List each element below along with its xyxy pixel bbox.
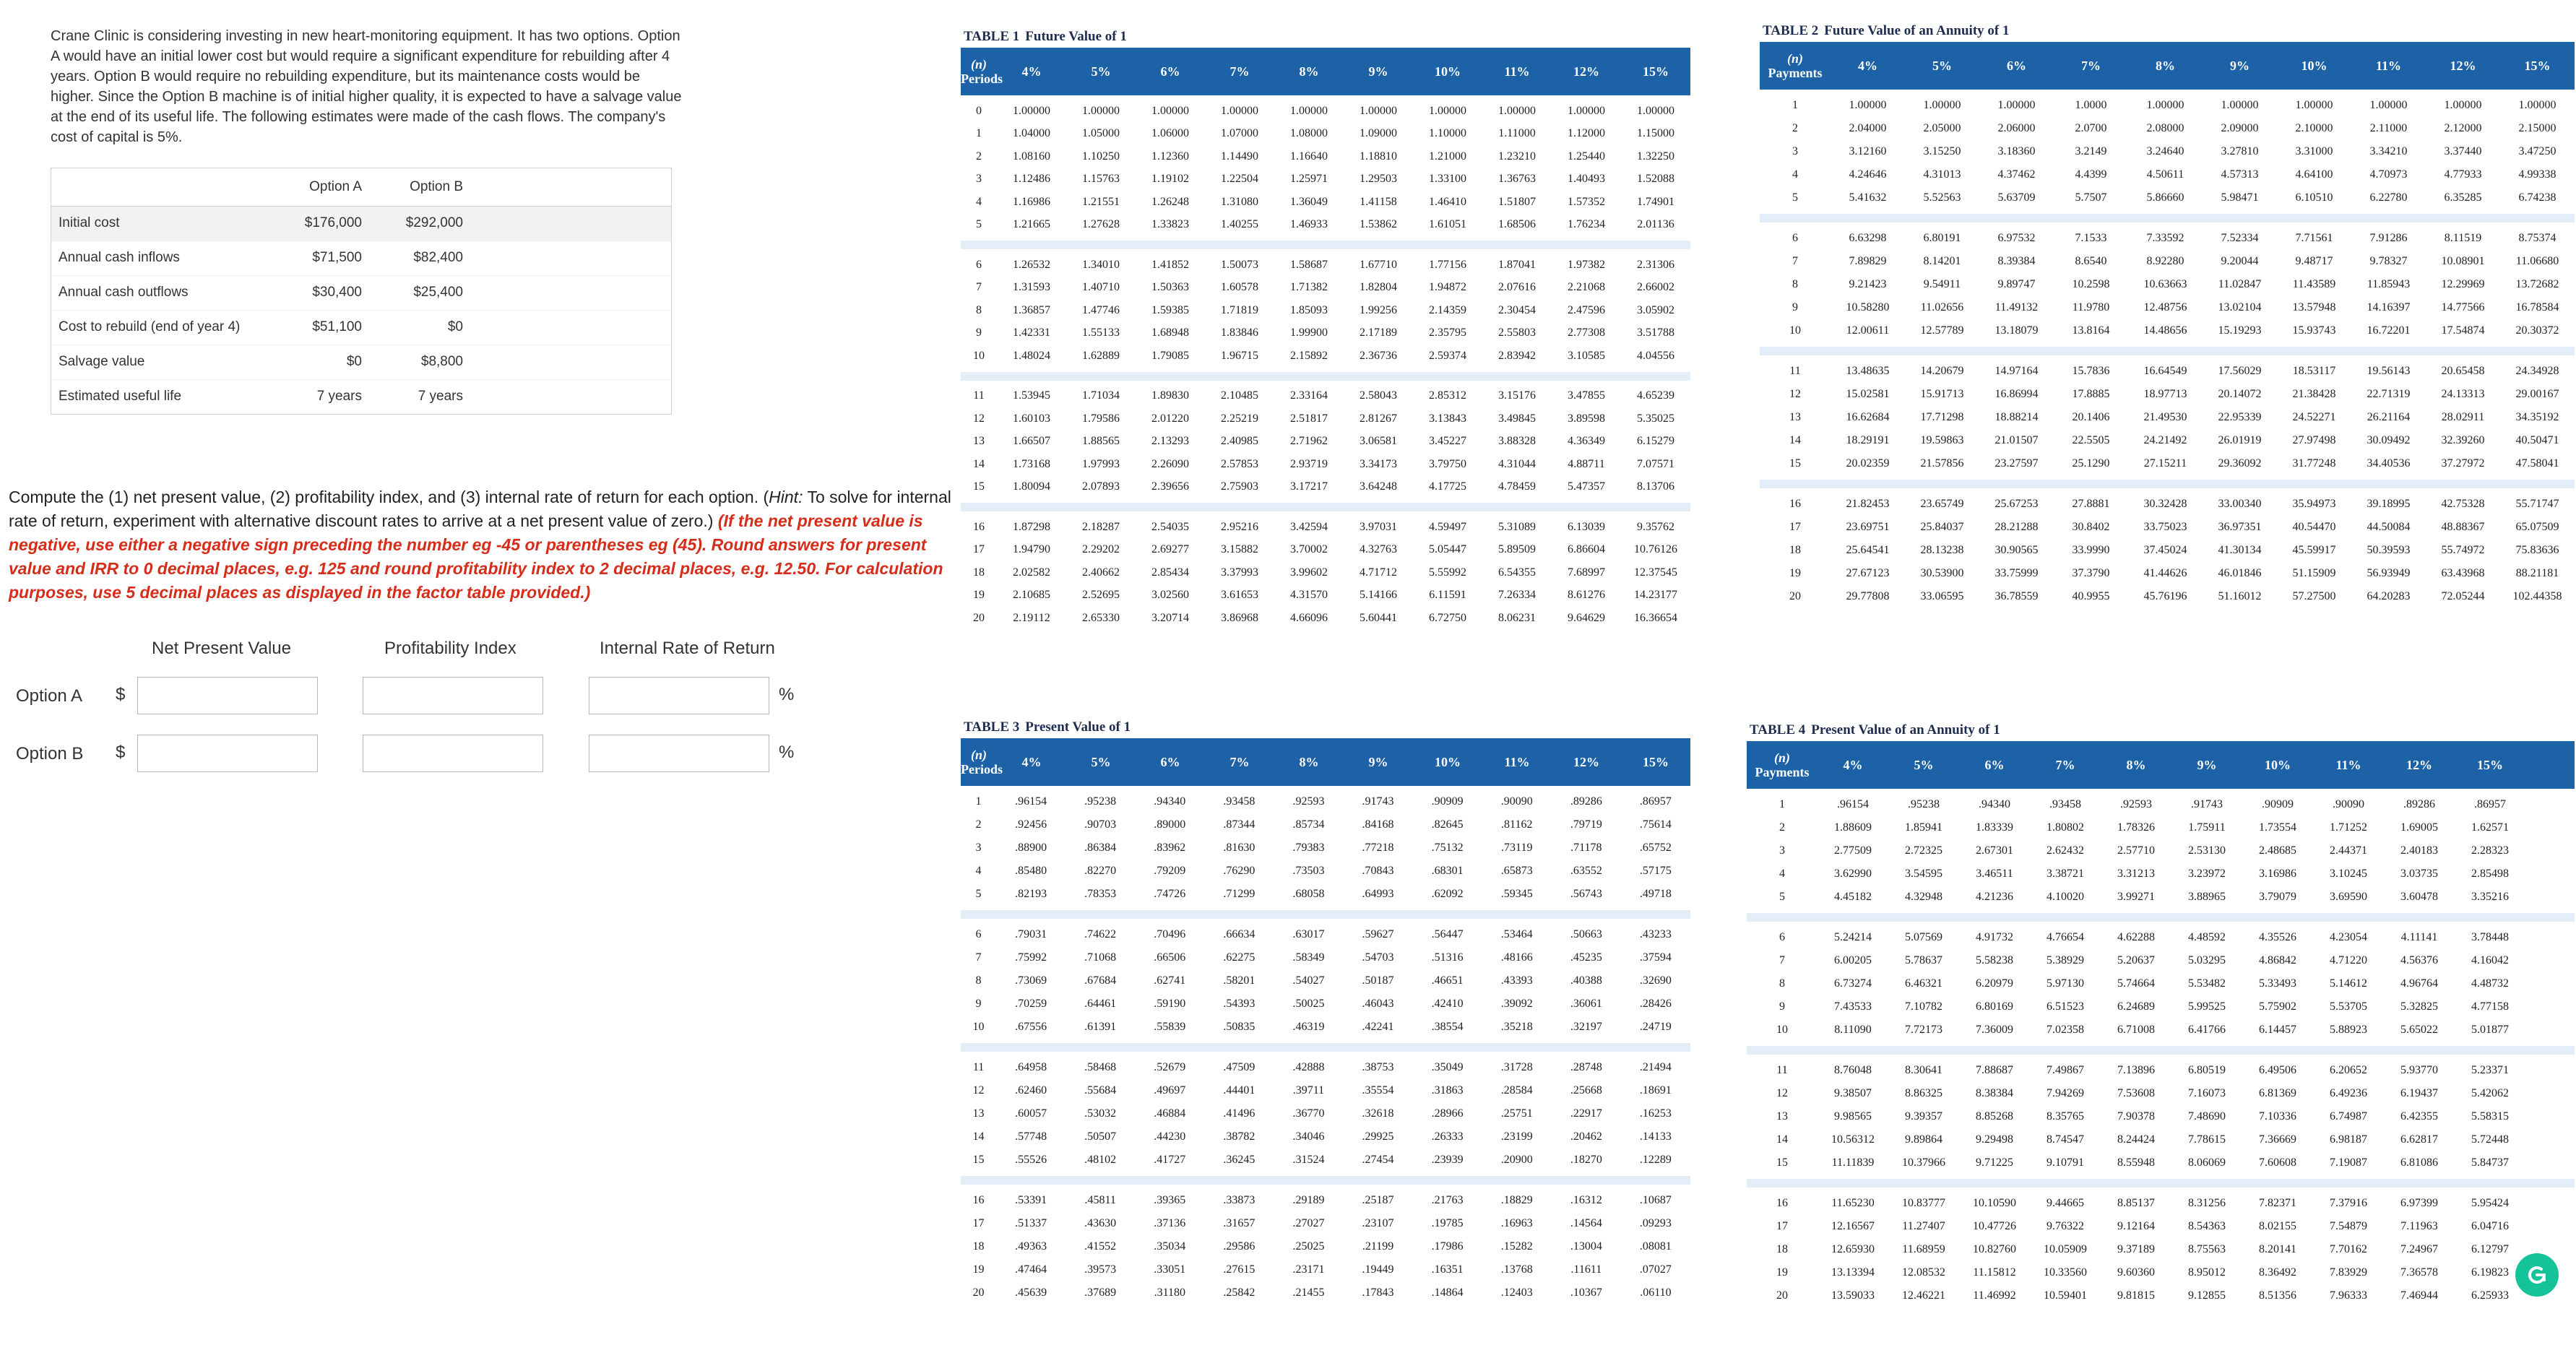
table-row: 8 .73069 .67684 .62741 .58201 .54027 .50187 .46651 .43393 .40388 .32690: [975, 974, 1672, 987]
row-cost-to-rebuild: Cost to rebuild (end of year 4) $51,100 $0: [51, 310, 671, 345]
option-a-irr-input[interactable]: [589, 677, 769, 714]
instructions: Compute the (1) net present value, (2) profitability index, and (3) internal rate of return for each option. (Hint: To solve for internal rate of return, experiment with alternative discount rates to arrive at a net present value of zero.) (If the net present value is negative, use either a negative sign preceding the number eg -45 or parentheses eg (45). Round answers for present value and IRR to 0 decimal places, e.g. 125 and round profitability index to 2 decimal places, e.g. 12.50. For calculation purposes, use 5 decimal places as displayed in the factor table provided.): [9, 488, 951, 602]
rate-header: 8%: [2156, 58, 2175, 73]
table-row: 12 1.60103 1.79586 2.01220 2.25219 2.51817 2.81267 3.13843 3.49845 3.89598 5.35025: [973, 412, 1674, 425]
rate-header: 15%: [1643, 754, 1669, 769]
option-b-percent: %: [779, 743, 795, 762]
table-row: 13 16.62684 17.71298 18.88214 20.1406 21.49530 22.95339 24.52271 26.21164 28.02911 34.35192: [1789, 411, 2559, 423]
table-row: 7 6.00205 5.78637 5.58238 5.38929 5.20637 5.03295 4.86842 4.71220 4.56376 4.16042: [1779, 954, 2509, 966]
rate-header: 7%: [2081, 58, 2101, 73]
table-row: 12 15.02581 15.91713 16.86994 17.8885 18.97713 20.14072 21.38428 22.71319 24.13313 29.00167: [1789, 388, 2559, 400]
option-a-percent: %: [779, 685, 795, 704]
table-row: 2 .92456 .90703 .89000 .87344 .85734 .84168 .82645 .81162 .79719 .75614: [975, 818, 1672, 831]
table-row: 13 9.98565 9.39357 8.85268 8.35765 7.90378 7.48690 7.10336 6.74987 6.42355 5.58315: [1776, 1110, 2509, 1123]
header-option-a: Option A: [309, 178, 362, 194]
table-row: 8 9.21423 9.54911 9.89747 10.2598 10.63663 11.02847 11.43589 11.85943 12.29969 13.72682: [1792, 278, 2559, 290]
rate-header: 15%: [1643, 64, 1669, 79]
table-row: 2 1.88609 1.85941 1.83339 1.80802 1.78326 1.75911 1.73554 1.71252 1.69005 1.62571: [1779, 821, 2509, 834]
table-row: 12 9.38507 8.86325 8.38384 7.94269 7.53608 7.16073 6.81369 6.49236 6.19437 5.42062: [1776, 1087, 2509, 1099]
table-row: 12 .62460 .55684 .49697 .44401 .39711 .35554 .31863 .28584 .25668 .18691: [972, 1084, 1672, 1097]
problem-text: Crane Clinic is considering investing in new heart-monitoring equipment. It has two options. Option A would have an initial lower cost but would require a significant expenditure for rebuilding after 4 years. Option B would require no rebuilding expenditure, but its maintenance costs would be higher. Since the Option B machine is of initial higher quality, it is expected to have a salvage value at the end of its useful life. The following estimates were made of the cash flows. The company's cost of capital is 5%.: [51, 28, 682, 145]
table-title: TABLE 3 Present Value of 1: [964, 719, 1131, 735]
rate-header: 6%: [1160, 754, 1180, 769]
rate-header: 9%: [1368, 754, 1388, 769]
table-row: 16 .53391 .45811 .39365 .33873 .29189 .25187 .21763 .18829 .16312 .10687: [972, 1194, 1672, 1206]
table-row: 7 7.89829 8.14201 8.39384 8.6540 8.92280 9.20044 9.48717 9.78327 10.08901 11.06680: [1792, 255, 2559, 267]
rate-header: 12%: [2450, 58, 2476, 73]
rate-header: 11%: [2335, 757, 2361, 772]
table-row: 1 .96154 .95238 .94340 .93458 .92593 .91743 .90909 .90090 .89286 .86957: [1779, 798, 2506, 810]
table-title: TABLE 2 Future Value of an Annuity of 1: [1763, 23, 2010, 38]
grammarly-icon[interactable]: [2515, 1253, 2559, 1297]
rate-header: 5%: [1091, 64, 1111, 79]
option-a-pi-input[interactable]: [363, 677, 543, 714]
rate-header: 5%: [1091, 754, 1111, 769]
table-row: 19 .47464 .39573 .33051 .27615 .23171 .19449 .16351 .13768 .11611 .07027: [972, 1263, 1672, 1276]
table-row: 4 .85480 .82270 .79209 .76290 .73503 .70843 .68301 .65873 .63552 .57175: [975, 865, 1672, 877]
rate-header: 5%: [1932, 58, 1952, 73]
table-row: 9 1.42331 1.55133 1.68948 1.83846 1.99900 2.17189 2.35795 2.55803 2.77308 3.51788: [976, 326, 1674, 339]
table-row: 19 2.10685 2.52695 3.02560 3.61653 4.31570 5.14166 6.11591 7.26334 8.61276 14.23177: [973, 589, 1677, 602]
table-row: 15 20.02359 21.57856 23.27597 25.1290 27.15211 29.36092 31.77248 34.40536 37.27972 47.58041: [1789, 457, 2559, 470]
table-row: 6 5.24214 5.07569 4.91732 4.76654 4.62288 4.48592 4.35526 4.23054 4.11141 3.78448: [1779, 931, 2509, 943]
table-row: 16 11.65230 10.83777 10.10590 9.44665 8.85137 8.31256 7.82371 7.37916 6.97399 5.95424: [1776, 1197, 2509, 1209]
table-row: 20 2.19112 2.65330 3.20714 3.86968 4.66096 5.60441 6.72750 8.06231 9.64629 16.36654: [973, 611, 1677, 624]
table-title: TABLE 4 Present Value of an Annuity of 1: [1750, 722, 2000, 738]
table-title: TABLE 1 Future Value of 1: [964, 29, 1127, 44]
table-row: 17 1.94790 2.29202 2.69277 3.15882 3.70002 4.32763 5.05447 5.89509 6.86604 10.76126: [973, 543, 1677, 556]
rate-header: 4%: [1858, 58, 1877, 73]
rate-header: 5%: [1914, 757, 1934, 772]
table-row: 17 23.69751 25.84037 28.21288 30.8402 33.75023 36.97351 40.54470 44.50084 48.88367 65.07509: [1789, 521, 2559, 533]
option-a-dollar: $: [116, 685, 126, 704]
table-row: 11 8.76048 8.30641 7.88687 7.49867 7.13896 6.80519 6.49506 6.20652 5.93770 5.23371: [1776, 1064, 2509, 1076]
table-row: 16 21.82453 23.65749 25.67253 27.8881 30.32428 33.00340 35.94973 39.18995 42.75328 55.71747: [1789, 498, 2559, 510]
table-row: 5 1.21665 1.27628 1.33823 1.40255 1.46933 1.53862 1.61051 1.68506 1.76234 2.01136: [976, 218, 1674, 231]
table-row: 3 2.77509 2.72325 2.67301 2.62432 2.57710 2.53130 2.48685 2.44371 2.40183 2.28323: [1779, 844, 2509, 857]
table-row: 18 25.64541 28.13238 30.90565 33.9990 37.45024 41.30134 45.59917 50.39593 55.74972 75.83636: [1789, 544, 2559, 556]
rate-header: 6%: [2007, 58, 2026, 73]
table-row: 20 29.77808 33.06595 36.78559 40.9955 45.76196 51.16012 57.27500 64.20283 72.05244 102.44358: [1789, 590, 2562, 602]
table-row: 14 .57748 .50507 .44230 .38782 .34046 .29925 .26333 .23199 .20462 .14133: [972, 1130, 1672, 1143]
table-row: 3 3.12160 3.15250 3.18360 3.2149 3.24640 3.27810 3.31000 3.34210 3.37440 3.47250: [1792, 145, 2556, 157]
table-row: 8 6.73274 6.46321 6.20979 5.97130 5.74664 5.53482 5.33493 5.14612 4.96764 4.48732: [1779, 977, 2509, 990]
rate-header: 10%: [1435, 64, 1461, 79]
cash-flow-table: [51, 168, 672, 415]
table-row: 17 .51337 .43630 .37136 .31657 .27027 .23107 .19785 .16963 .14564 .09293: [972, 1217, 1672, 1229]
option-a-npv-input[interactable]: [137, 677, 318, 714]
table-header: (n) Periods 4% 5% 6% 7% 8% 9% 10% 11% 12% 15%: [961, 738, 1690, 786]
rate-header: 9%: [2230, 58, 2249, 73]
option-b-pi-input[interactable]: [363, 735, 543, 772]
table-row: 8 1.36857 1.47746 1.59385 1.71819 1.85093 1.99256 2.14359 2.30454 2.47596 3.05902: [976, 303, 1674, 316]
table-row: 3 1.12486 1.15763 1.19102 1.22504 1.25971 1.29503 1.33100 1.36763 1.40493 1.52088: [976, 173, 1674, 186]
rate-header: 15%: [2524, 58, 2551, 73]
table-row: 14 1.73168 1.97993 2.26090 2.57853 2.93719 3.34173 3.79750 4.31044 4.88711 7.07571: [973, 457, 1674, 470]
rate-header: 10%: [1435, 754, 1461, 769]
table-row: 18 .49363 .41552 .35034 .29586 .25025 .21199 .17986 .15282 .13004 .08081: [972, 1240, 1672, 1253]
table-row: 5 5.41632 5.52563 5.63709 5.7507 5.86660 5.98471 6.10510 6.22780 6.35285 6.74238: [1792, 191, 2556, 204]
table-row: 0 1.00000 1.00000 1.00000 1.00000 1.00000 1.00000 1.00000 1.00000 1.00000 1.00000: [976, 104, 1674, 117]
table-row: 1 .96154 .95238 .94340 .93458 .92593 .91743 .90909 .90090 .89286 .86957: [975, 795, 1672, 808]
table-2-future-value-annuity: [1760, 13, 2575, 613]
row-annual-inflows: Annual cash inflows $71,500 $82,400: [51, 241, 671, 275]
table-row: 11 .64958 .58468 .52679 .47509 .42888 .38753 .35049 .31728 .28748 .21494: [972, 1061, 1672, 1073]
table-row: 17 12.16567 11.27407 10.47726 9.76322 9.12164 8.54363 8.02155 7.54879 7.11963 6.04716: [1776, 1220, 2509, 1232]
rate-header: 7%: [2055, 757, 2075, 772]
table-row: 15 11.11839 10.37966 9.71225 9.10791 8.55948 8.06069 7.60608 7.19087 6.81086 5.84737: [1776, 1156, 2509, 1169]
rate-header: 4%: [1843, 757, 1863, 772]
table-row: 18 2.02582 2.40662 2.85434 3.37993 3.99602 4.71712 5.55992 6.54355 7.68997 12.37545: [973, 566, 1677, 579]
table-row: 6 1.26532 1.34010 1.41852 1.50073 1.58687 1.67710 1.77156 1.87041 1.97382 2.31306: [976, 258, 1674, 271]
option-b-irr-input[interactable]: [589, 735, 769, 772]
rate-header: 8%: [1299, 64, 1319, 79]
table-row: 1 1.00000 1.00000 1.00000 1.0000 1.00000 1.00000 1.00000 1.00000 1.00000 1.00000: [1792, 99, 2556, 111]
table-row: 15 .55526 .48102 .41727 .36245 .31524 .27454 .23939 .20900 .18270 .12289: [972, 1154, 1672, 1166]
header-option-b: Option B: [410, 178, 463, 194]
rate-header: 11%: [1504, 754, 1530, 769]
row-initial-cost: Initial cost $176,000 $292,000: [51, 206, 671, 241]
rate-header: 12%: [1573, 64, 1599, 79]
table-header: (n) Payments 4% 5% 6% 7% 8% 9% 10% 11% 12% 15%: [1747, 741, 2575, 789]
rate-header: 11%: [2375, 58, 2401, 73]
row-salvage-value: Salvage value $0 $8,800: [51, 345, 671, 379]
rate-header: 7%: [1229, 64, 1250, 79]
table-row: 10 8.11090 7.72173 7.36009 7.02358 6.71008 6.41766 6.14457 5.88923 5.65022 5.01877: [1776, 1024, 2509, 1036]
table-row: 9 10.58280 11.02656 11.49132 11.9780 12.48756 13.02104 13.57948 14.16397 14.77566 16.78584: [1792, 301, 2559, 313]
rate-header: 11%: [1504, 64, 1530, 79]
table-row: 10 12.00611 12.57789 13.18079 13.8164 14.48656 15.19293 15.93743 16.72201 17.54874 20.30372: [1789, 324, 2559, 337]
rate-header: 4%: [1021, 64, 1042, 79]
table-row: 4 1.16986 1.21551 1.26248 1.31080 1.36049 1.41158 1.46410 1.51807 1.57352 1.74901: [976, 195, 1674, 208]
col-header-pi: Profitability Index: [384, 639, 517, 658]
table-row: 18 12.65930 11.68959 10.82760 10.05909 9.37189 8.75563 8.20141 7.70162 7.24967 6.12797: [1776, 1243, 2509, 1255]
table-row: 2 1.08160 1.10250 1.12360 1.14490 1.16640 1.18810 1.21000 1.23210 1.25440 1.32250: [976, 150, 1674, 163]
table-row: 7 1.31593 1.40710 1.50363 1.60578 1.71382 1.82804 1.94872 2.07616 2.21068 2.66002: [976, 281, 1674, 294]
table-row: 4 4.24646 4.31013 4.37462 4.4399 4.50611 4.57313 4.64100 4.70973 4.77933 4.99338: [1792, 168, 2556, 181]
table-row: 11 1.53945 1.71034 1.89830 2.10485 2.33164 2.58043 2.85312 3.15176 3.47855 4.65239: [973, 389, 1674, 402]
option-a-label: Option A: [16, 686, 83, 706]
rate-header: 7%: [1229, 754, 1250, 769]
option-b-label: Option B: [16, 744, 84, 764]
table-row: 5 4.45182 4.32948 4.21236 4.10020 3.99271 3.88965 3.79079 3.69590 3.60478 3.35216: [1779, 891, 2509, 903]
table-row: 16 1.87298 2.18287 2.54035 2.95216 3.42594 3.97031 4.59497 5.31089 6.13039 9.35762: [973, 520, 1674, 533]
table-row: 9 .70259 .64461 .59190 .54393 .50025 .46043 .42410 .39092 .36061 .28426: [975, 998, 1672, 1010]
table-header: (n) Periods 4% 5% 6% 7% 8% 9% 10% 11% 12% 15%: [961, 48, 1690, 95]
option-b-dollar: $: [116, 743, 126, 762]
table-header: (n) Payments 4% 5% 6% 7% 8% 9% 10% 11% 12% 15%: [1760, 42, 2575, 90]
table-row: 15 1.80094 2.07893 2.39656 2.75903 3.17217 3.64248 4.17725 4.78459 5.47357 8.13706: [973, 480, 1674, 493]
table-row: 10 1.48024 1.62889 1.79085 1.96715 2.15892 2.36736 2.59374 2.83942 3.10585 4.04556: [973, 349, 1674, 362]
table-row: 1 1.04000 1.05000 1.06000 1.07000 1.08000 1.09000 1.10000 1.11000 1.12000 1.15000: [976, 127, 1674, 140]
table-row: 14 18.29191 19.59863 21.01507 22.5505 24.21492 26.01919 27.97498 30.09492 32.39260 40.50471: [1789, 434, 2559, 446]
table-3-present-value: [961, 709, 1690, 1309]
rate-header: 9%: [2197, 757, 2217, 772]
table-row: 2 2.04000 2.05000 2.06000 2.0700 2.08000 2.09000 2.10000 2.11000 2.12000 2.15000: [1792, 122, 2556, 134]
rate-header: 6%: [1984, 757, 2005, 772]
rate-header: 10%: [2265, 757, 2291, 772]
option-b-npv-input[interactable]: [137, 735, 318, 772]
rate-header: 4%: [1021, 754, 1042, 769]
table-1-future-value: [961, 19, 1690, 634]
table-row: 5 .82193 .78353 .74726 .71299 .68058 .64993 .62092 .59345 .56743 .49718: [975, 888, 1672, 900]
table-row: 20 .45639 .37689 .31180 .25842 .21455 .17843 .14864 .12403 .10367 .06110: [972, 1286, 1672, 1299]
table-row: 6 6.63298 6.80191 6.97532 7.1533 7.33592 7.52334 7.71561 7.91286 8.11519 8.75374: [1792, 232, 2556, 244]
table-row: 7 .75992 .71068 .66506 .62275 .58349 .54703 .51316 .48166 .45235 .37594: [975, 951, 1672, 964]
rate-header: 8%: [2126, 757, 2146, 772]
rate-header: 10%: [2301, 58, 2328, 73]
table-row: 13 1.66507 1.88565 2.13293 2.40985 2.71962 3.06581 3.45227 3.88328 4.36349 6.15279: [973, 435, 1674, 448]
table-4-present-value-annuity: [1747, 712, 2575, 1312]
table-row: 20 13.59033 12.46221 11.46992 10.59401 9.81815 9.12855 8.51356 7.96333 7.46944 6.25933: [1776, 1289, 2509, 1302]
table-row: 6 .79031 .74622 .70496 .66634 .63017 .59627 .56447 .53464 .50663 .43233: [975, 928, 1672, 940]
col-header-npv: Net Present Value: [152, 639, 291, 658]
table-row: 14 10.56312 9.89864 9.29498 8.74547 8.24424 7.78615 7.36669 6.98187 6.62817 5.72448: [1776, 1133, 2509, 1146]
table-row: 4 3.62990 3.54595 3.46511 3.38721 3.31213 3.23972 3.16986 3.10245 3.03735 2.85498: [1779, 868, 2509, 880]
rate-header: 6%: [1160, 64, 1180, 79]
col-header-irr: Internal Rate of Return: [600, 639, 775, 658]
rate-header: 12%: [2406, 757, 2432, 772]
table-row: 19 13.13394 12.08532 11.15812 10.33560 9.60360 8.95012 8.36492 7.83929 7.36578 6.19823: [1776, 1266, 2509, 1279]
rate-header: 8%: [1299, 754, 1319, 769]
row-useful-life: Estimated useful life 7 years 7 years: [51, 379, 671, 414]
rounding-note: (If the net present value is negative, use either a negative sign preceding the number eg -45 or parentheses eg (45). Round answers for present value and IRR to 0 decimal places, e.g. 125 and round profitability index to 2 decimal places, e.g. 12.50. For calculation purposes, use 5 decimal places as displayed in the factor table provided.): [9, 511, 943, 602]
table-row: 9 7.43533 7.10782 6.80169 6.51523 6.24689 5.99525 5.75902 5.53705 5.32825 4.77158: [1779, 1000, 2509, 1013]
table-row: 11 13.48635 14.20679 14.97164 15.7836 16.64549 17.56029 18.53117 19.56143 20.65458 24.34928: [1789, 365, 2559, 377]
row-annual-outflows: Annual cash outflows $30,400 $25,400: [51, 275, 671, 310]
table-row: 3 .88900 .86384 .83962 .81630 .79383 .77218 .75132 .73119 .71178 .65752: [975, 842, 1672, 854]
table-row: 10 .67556 .61391 .55839 .50835 .46319 .42241 .38554 .35218 .32197 .24719: [972, 1021, 1672, 1033]
table-row: 13 .60057 .53032 .46884 .41496 .36770 .32618 .28966 .25751 .22917 .16253: [972, 1107, 1672, 1120]
table-row: 19 27.67123 30.53900 33.75999 37.3790 41.44626 46.01846 51.15909 56.93949 63.43968 88.21181: [1789, 567, 2559, 579]
rate-header: 12%: [1573, 754, 1599, 769]
rate-header: 9%: [1368, 64, 1388, 79]
rate-header: 15%: [2477, 757, 2503, 772]
